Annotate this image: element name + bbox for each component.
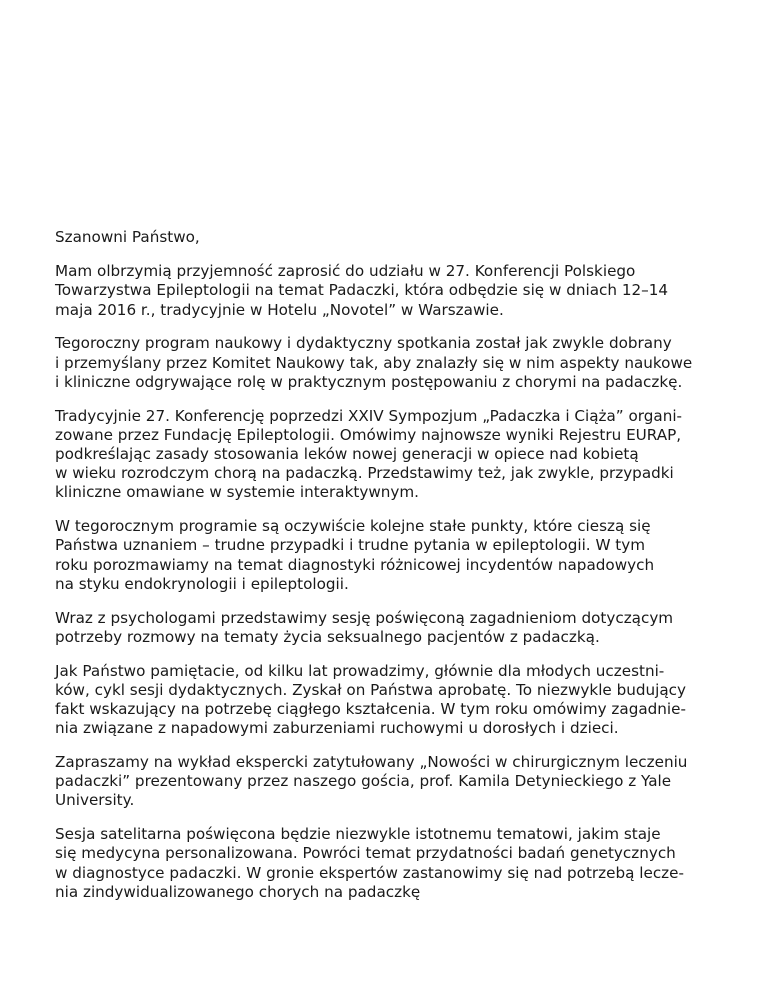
text-line: maja 2016 r., tradycyjnie w Hotelu „Novotel” w Warszawie. [55, 300, 504, 319]
paragraph-satellite-session [55, 825, 725, 902]
text-line: się medycyna personalizowana. Powróci temat przydatności badań genetycznych [55, 844, 676, 863]
paragraph-psychology-session [55, 609, 725, 647]
letter-body [55, 228, 725, 917]
text-line: potrzeby rozmowy na tematy życia seksualnego pacjentów z padaczką. [55, 627, 600, 646]
text-line: ków, cykl sesji dydaktycznych. Zyskał on Państwa aprobatę. To niezwykle budujący [55, 680, 686, 699]
text-line: Sesja satelitarna poświęcona będzie niezwykle istotnemu tematowi, jakim staje [55, 825, 661, 844]
text-line: na styku endokrynologii i epileptologii. [55, 574, 349, 593]
text-line: fakt wskazujący na potrzebę ciągłego kształcenia. W tym roku omówimy zagadnie- [55, 700, 686, 719]
text-line: Mam olbrzymią przyjemność zaprosić do udziału w 27. Konferencji Polskiego [55, 262, 636, 281]
paragraph-symposium [55, 407, 725, 503]
paragraph-program [55, 334, 725, 392]
text-line: podkreślając zasady stosowania leków nowej generacji w opiece nad kobietą [55, 445, 639, 464]
text-line: nia zindywidualizowanego chorych na padaczkę [55, 882, 421, 901]
text-line: University. [55, 791, 135, 810]
paragraph-expert-lecture [55, 753, 725, 811]
text-line: i kliniczne odgrywające rolę w praktycznym postępowaniu z chorymi na padaczkę. [55, 372, 683, 391]
text-line: roku porozmawiamy na temat diagnostyki różnicowej incydentów napadowych [55, 555, 655, 574]
text-line: nia związane z napadowymi zaburzeniami ruchowymi u dorosłych i dzieci. [55, 719, 619, 738]
paragraph-invitation [55, 262, 725, 320]
paragraph-standard-points [55, 517, 725, 594]
text-line: w diagnostyce padaczki. W gronie ekspertów zastanowimy się nad potrzebą lecze- [55, 863, 684, 882]
text-line: zowane przez Fundację Epileptologii. Omówimy najnowsze wyniki Rejestru EURAP, [55, 425, 682, 444]
text-line: kliniczne omawiane w systemie interaktywnym. [55, 483, 419, 502]
text-line: Wraz z psychologami przedstawimy sesję poświęconą zagadnieniom dotyczącym [55, 608, 674, 627]
letter-greeting: Szanowni Państwo, [55, 228, 200, 246]
text-line: i przemyślany przez Komitet Naukowy tak, aby znalazły się w nim aspekty naukowe [55, 353, 693, 372]
text-line: Państwa uznaniem – trudne przypadki i trudne pytania w epileptologii. W tym [55, 536, 646, 555]
text-line: padaczki” prezentowany przez naszego gościa, prof. Kamila Detynieckiego z Yale [55, 772, 672, 791]
paragraph-didactic-sessions [55, 662, 725, 739]
text-line: w wieku rozrodczym chorą na padaczką. Przedstawimy też, jak zwykle, przypadki [55, 464, 674, 483]
text-line: W tegorocznym programie są oczywiście kolejne stałe punkty, które cieszą się [55, 517, 651, 536]
text-line: Tegoroczny program naukowy i dydaktyczny spotkania został jak zwykle dobrany [55, 334, 672, 353]
text-line: Jak Państwo pamiętacie, od kilku lat prowadzimy, głównie dla młodych uczestni- [55, 661, 665, 680]
text-line: Towarzystwa Epileptologii na temat Padaczki, która odbędzie się w dniach 12–14 [55, 281, 669, 300]
text-line: Tradycyjnie 27. Konferencję poprzedzi XXIV Sympozjum „Padaczka i Ciąża” organi- [55, 406, 683, 425]
text-line: Zapraszamy na wykład ekspercki zatytułowany „Nowości w chirurgicznym leczeniu [55, 753, 688, 772]
